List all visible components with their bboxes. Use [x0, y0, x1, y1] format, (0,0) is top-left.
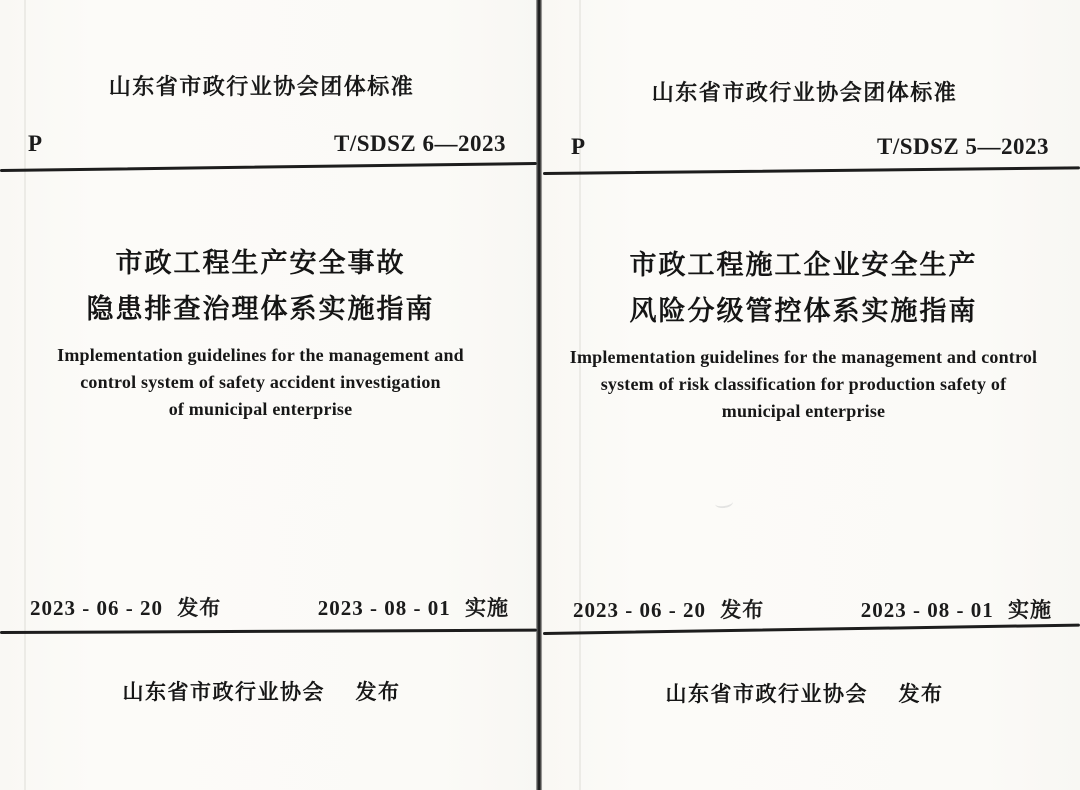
publisher-name: 山东省市政行业协会 [665, 683, 869, 706]
page-divider [536, 0, 542, 790]
issue-date-value: 2023 - 06 - 20 [30, 596, 163, 620]
standard-title-cn-line1: 市政工程生产安全事故 [115, 248, 406, 278]
standard-title-en-line2: system of risk classification for production safety of [600, 374, 1007, 394]
standard-code: T/SDSZ 5—2023 [876, 134, 1049, 159]
footer-rule [0, 629, 537, 634]
issue-date-value: 2023 - 06 - 20 [573, 598, 706, 622]
standard-cover-right [543, 0, 1080, 790]
footer-rule [543, 624, 1080, 635]
publisher-name: 山东省市政行业协会 [122, 681, 326, 704]
implementation-date-value: 2023 - 08 - 01 [860, 598, 994, 622]
classification-row [28, 131, 506, 157]
standard-title-en [0, 342, 521, 423]
publisher-row [543, 678, 1066, 708]
title-block [0, 240, 521, 423]
header-rule [543, 166, 1080, 175]
issue-date-label: 发布 [177, 597, 222, 620]
publisher-row [0, 676, 523, 706]
standard-cover-left [0, 0, 537, 790]
header-rule [0, 162, 537, 172]
implementation-date-label: 实施 [465, 597, 509, 620]
dates-row [30, 592, 509, 622]
doc-classification-letter: P [571, 134, 586, 159]
implementation-date-value: 2023 - 08 - 01 [317, 596, 451, 620]
title-block [543, 242, 1064, 425]
standard-title-cn-line1: 市政工程施工企业安全生产 [629, 250, 978, 280]
publisher-action-label: 发布 [898, 683, 944, 706]
standard-title-cn-line2: 隐患排查治理体系实施指南 [86, 294, 435, 324]
standard-title-en-line2: control system of safety accident investigation [80, 372, 441, 392]
standard-title-en-line1: Implementation guidelines for the management and [57, 345, 464, 365]
implementation-date [318, 592, 509, 622]
scan-noise-mark [714, 497, 733, 509]
issue-date [30, 592, 221, 622]
standard-title-cn-line2: 风险分级管控体系实施指南 [629, 296, 978, 326]
issue-date [573, 594, 764, 624]
standard-code: T/SDSZ 6—2023 [333, 131, 506, 156]
publisher-action-label: 发布 [355, 681, 401, 704]
standard-title-en-line3: municipal enterprise [721, 401, 886, 421]
association-standard-header: 山东省市政行业协会团体标准 [651, 80, 958, 105]
implementation-date-label: 实施 [1008, 599, 1052, 622]
implementation-date [861, 594, 1052, 624]
classification-row [571, 134, 1049, 160]
association-standard-header: 山东省市政行业协会团体标准 [108, 74, 415, 99]
standard-title-en-line3: of municipal enterprise [168, 399, 353, 419]
standard-title-en-line1: Implementation guidelines for the management and control [569, 347, 1038, 367]
dates-row [573, 594, 1052, 624]
issue-date-label: 发布 [720, 599, 765, 622]
standard-title-en [543, 344, 1064, 425]
doc-classification-letter: P [28, 131, 43, 156]
